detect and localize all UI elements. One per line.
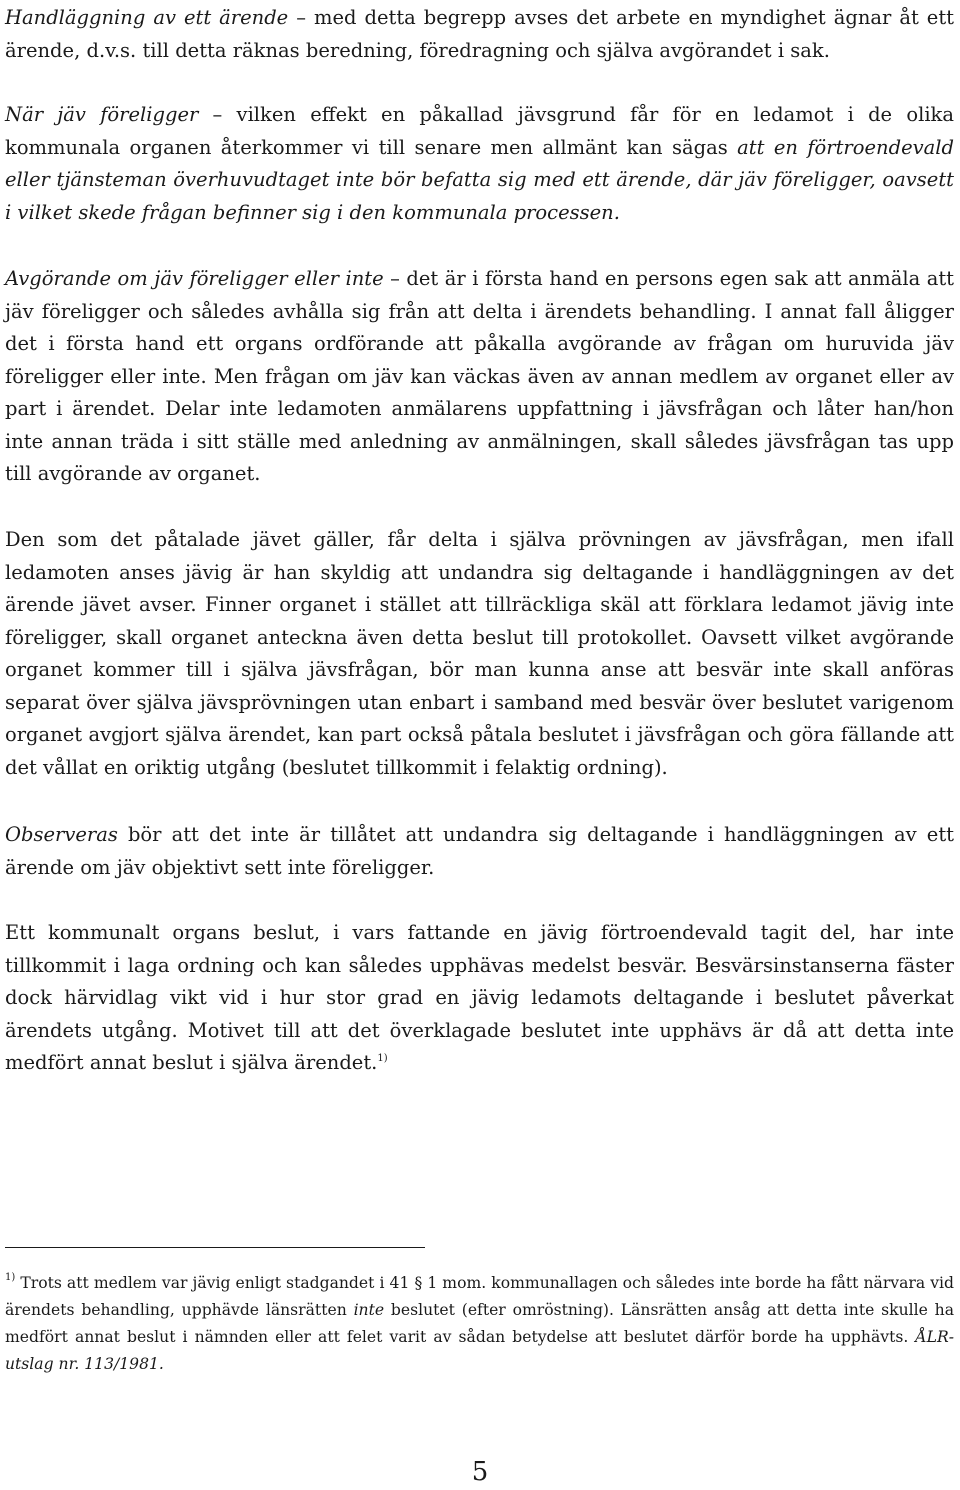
term-avgorande: Avgörande om jäv föreligger eller inte [5, 267, 384, 290]
paragraph-nar-jav-emphasis: att en förtroendevald eller tjänsteman överhuvudtaget inte bör befatta sig med ett ärende, där jäv föreligger, oavsett i vilket skede frågan befinner sig i den kommunala processen. [5, 135, 954, 224]
paragraph-den-som-text: Den som det påtalade jävet gäller, får delta i själva prövningen av jävsfrågan, men ifall ledamoten anses jävig är han skyldig att undandra sig deltagande i handläggningen av det ärende jävet avser. Finner organet i stället att tillräckliga skäl att förklara ledamot jävig inte föreligger, skall organet anteckna även detta beslut till protokollet. Oavsett vilket avgörande organet kommer till i själva jävsfrågan, bör man kunna anse att besvär inte skall anföras separat över själva jävsprövningen utan enbart i samband med besvär över beslutet varigenom organet avgjort själva ärendet, kan part också påtala beslutet i jävsfrågan och göra fällande att det vållat en oriktig utgång (beslutet tillkommit i felaktig ordning). [5, 528, 954, 779]
footnote-italic-word: inte [353, 1301, 385, 1319]
footnote-text-continued: beslutet (efter omröstning). Länsrätten ansåg att detta inte skulle ha medfört annat beslut i nämnden eller att felet varit av sådan betydelse att beslutet därför borde ha upphävts. [5, 1301, 954, 1346]
term-handlaggning: Handläggning av ett ärende [5, 6, 289, 29]
paragraph-avgorande-text: – det är i första hand en persons egen sak att anmäla att jäv föreligger och således avhålla sig från att delta i ärendets behandling. I annat fall åligger det i första hand ett organs ordförande att påkalla avgörande av frågan om huruvida jäv föreligger eller inte. Men frågan om jäv kan väckas även av annan medlem av organet eller av part i ärendet. Delar inte ledamoten anmälarens uppfattning i jävsfrågan och låter han/hon inte annan träda i sitt ställe med anledning av anmälningen, skall således jävsfrågan tas upp till avgörande av organet. [5, 267, 955, 485]
footnote-divider [5, 1247, 425, 1248]
paragraph-observeras [5, 819, 954, 884]
page-number: 5 [471, 1457, 489, 1487]
term-nar-jav: När jäv föreligger [5, 103, 199, 126]
paragraph-nar-jav-text: – vilken effekt en påkallad jävsgrund får för en ledamot i de olika kommunala organen återkommer vi till senare men allmänt kan sägas [5, 103, 954, 159]
footnote-citation: ÅLR-utslag nr. 113/1981. [5, 1328, 954, 1373]
paragraph-handlaggning-text: – med detta begrepp avses det arbete en myndighet ägnar åt ett ärende, d.v.s. till detta räknas beredning, föredragning och själva avgörandet i sak. [5, 6, 954, 62]
term-observeras: Observeras [5, 823, 118, 846]
paragraph-handlaggning [5, 2, 954, 67]
footnote [5, 1270, 954, 1378]
paragraph-nar-jav [5, 99, 954, 229]
paragraph-den-som [5, 524, 954, 784]
paragraph-avgorande [5, 263, 954, 491]
footnote-text: Trots att medlem var jävig enligt stadgandet i 41 § 1 mom. kommunallagen och således inte borde ha fått närvara vid ärendets behandling, upphävde länsrätten [5, 1274, 954, 1319]
paragraph-kommunalt-beslut [5, 917, 954, 1080]
footnote-reference: 1) [377, 1053, 388, 1064]
paragraph-observeras-text: bör att det inte är tillåtet att undandra sig deltagande i handläggningen av ett ärende om jäv objektivt sett inte föreligger. [5, 823, 954, 879]
footnote-marker: 1) [5, 1272, 16, 1283]
paragraph-kommunalt-beslut-text: Ett kommunalt organs beslut, i vars fattande en jävig förtroendevald tagit del, har inte tillkommit i laga ordning och kan således upphävas medelst besvär. Besvärsinstanserna fäster dock härvidlag vikt vid i hur stor grad en jävig ledamots deltagande i beslutet påverkat ärendets utgång. Motivet till att det överklagade beslutet inte upphävs är då att detta inte medfört annat beslut i själva ärendet. [5, 921, 954, 1074]
